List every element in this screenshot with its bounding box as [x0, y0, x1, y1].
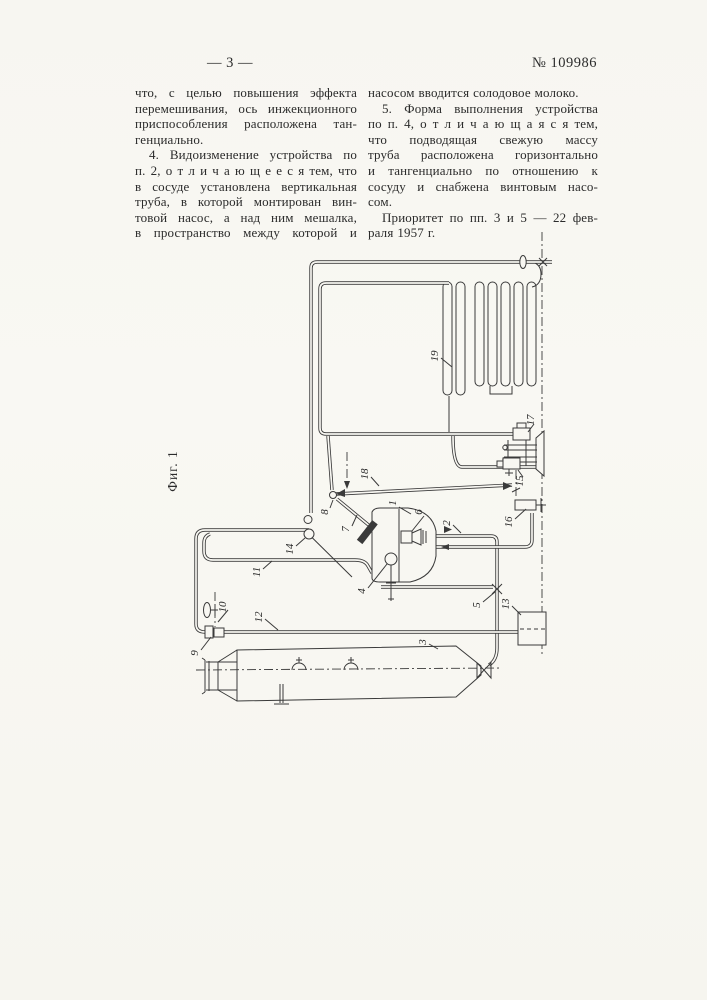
text-line: сосуду и снабжена винтовым насо- [368, 178, 598, 194]
text-line: что подводящая свежую массу [368, 131, 598, 147]
box-13 [518, 612, 546, 645]
svg-text:14: 14 [284, 543, 296, 555]
figure-caption: Фиг. 1 [165, 450, 180, 492]
text-line: в сосуде установлена вертикальная [135, 178, 357, 194]
text-line: приспособления расположена тан- [135, 116, 357, 132]
svg-text:18: 18 [359, 468, 371, 480]
text-line: 4. Видоизменение устройства по [149, 147, 357, 163]
svg-text:11: 11 [251, 566, 263, 578]
svg-text:6: 6 [413, 509, 425, 515]
text-line: труба расположена горизонтально [368, 147, 598, 163]
text-line: п. 2, о т л и ч а ю щ е е с я тем, что [135, 162, 357, 178]
text-line: Приоритет по пп. 3 и 5 — 22 фев- [382, 209, 598, 225]
svg-text:10: 10 [217, 601, 229, 613]
text-line: что, с целью повышения эффекта [135, 85, 357, 100]
text-line: раля 1957 г. [368, 225, 436, 241]
svg-text:8: 8 [319, 509, 331, 515]
svg-text:12: 12 [253, 611, 265, 623]
patent-number: № 109986 [532, 55, 597, 71]
svg-text:16: 16 [503, 516, 515, 528]
part-labels [189, 350, 537, 656]
fitting-16 [515, 498, 546, 512]
text-line: сом. [368, 194, 393, 210]
text-line: товой насос, а над ним мешалка, [135, 209, 357, 225]
svg-text:9: 9 [189, 650, 201, 656]
svg-text:5: 5 [471, 602, 483, 608]
text-line: по п. 4, о т л и ч а ю щ а я с я тем, [368, 116, 598, 132]
page-number: — 3 — [207, 55, 253, 71]
text-line: труба, в которой монтирован вин- [135, 194, 357, 210]
svg-text:3: 3 [417, 639, 429, 645]
svg-text:1: 1 [387, 500, 399, 506]
text-line: перемешивания, ось инжекционного [135, 100, 357, 116]
svg-text:4: 4 [356, 588, 368, 594]
svg-text:7: 7 [340, 526, 352, 532]
svg-text:13: 13 [500, 598, 512, 610]
label-leaders [201, 358, 534, 650]
text-line: 5. Форма выполнения устройства [382, 100, 598, 116]
stirrer-4 [385, 553, 397, 565]
nozzle-6 [401, 531, 412, 543]
svg-text:15: 15 [514, 475, 526, 487]
storage-tank [196, 646, 500, 704]
text-line: и тангенциально по отношению к [368, 162, 598, 178]
pump [497, 423, 544, 476]
svg-text:17: 17 [525, 414, 537, 426]
fitting-9 [205, 626, 213, 638]
svg-text:2: 2 [441, 520, 453, 526]
text-line: насосом вводится солодовое молоко. [368, 85, 579, 100]
junction-8 [330, 492, 337, 499]
pipe-inner-loop [320, 283, 514, 434]
valve-10 [204, 592, 225, 638]
text-line: в пространство между которой и [135, 225, 357, 241]
cooling-coil [443, 263, 541, 432]
text-line: генциально. [135, 131, 204, 147]
svg-text:19: 19 [429, 350, 441, 362]
